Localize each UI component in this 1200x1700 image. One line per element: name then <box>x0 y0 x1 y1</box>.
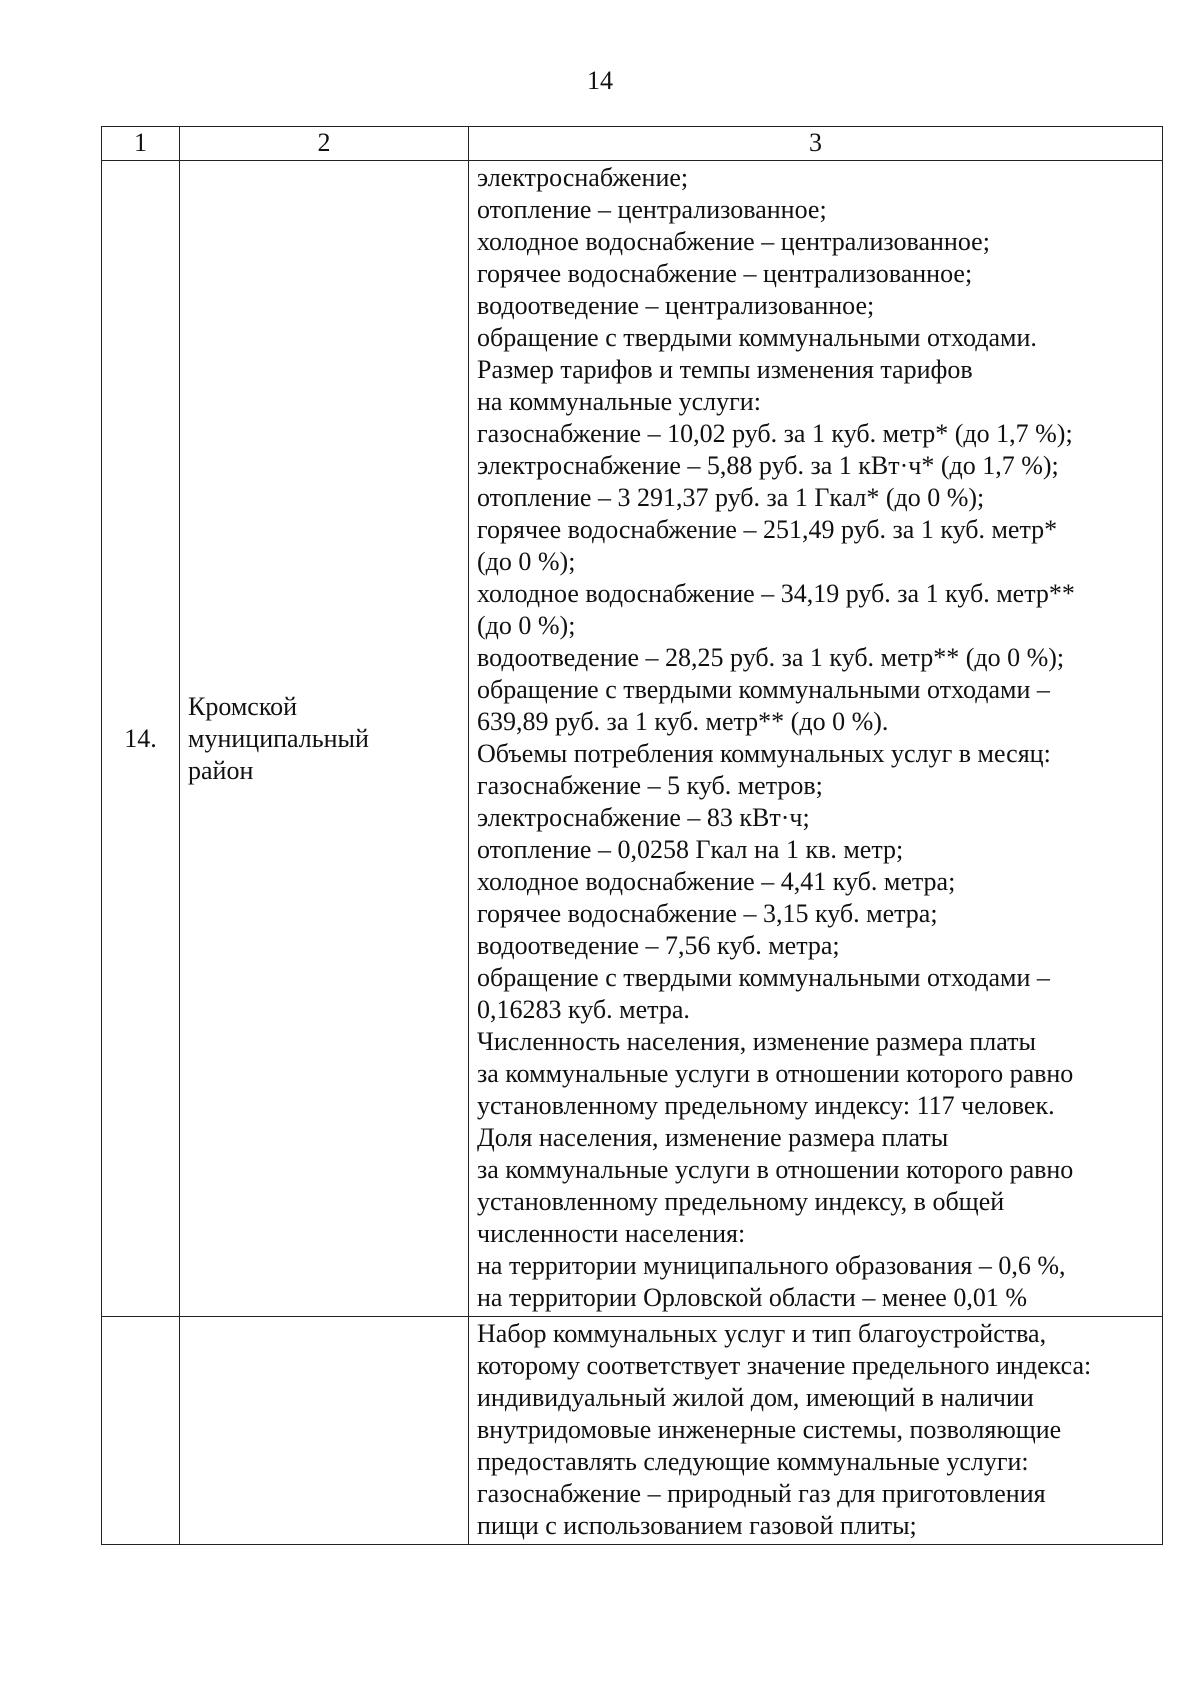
table-row <box>102 161 1163 1317</box>
content-line: горячее водоснабжение – 3,15 куб. метра; <box>477 899 938 928</box>
content-line: индивидуальный жилой дом, имеющий в наличии <box>477 1383 1034 1412</box>
content-line: отопление – 0,0258 Гкал на 1 кв. метр; <box>477 835 904 864</box>
district-name-line: Кромской <box>188 691 298 721</box>
content-line: горячее водоснабжение – централизованное; <box>477 259 973 288</box>
content-line: газоснабжение – 10,02 руб. за 1 куб. метр* (до 1,7 %); <box>477 419 1073 448</box>
column-header-1: 1 <box>102 127 180 161</box>
content-line: холодное водоснабжение – 4,41 куб. метра; <box>477 867 956 896</box>
district-name-line: муниципальный <box>188 723 369 753</box>
content-line: обращение с твердыми коммунальными отходами. <box>477 323 1037 352</box>
content-line: газоснабжение – 5 куб. метров; <box>477 771 823 800</box>
content-line: обращение с твердыми коммунальными отходами – <box>477 675 1050 704</box>
services-description-cell <box>469 161 1163 1317</box>
content-line: газоснабжение – природный газ для приготовления <box>477 1479 1046 1508</box>
content-line: установленному предельному индексу: 117 человек. <box>477 1091 1055 1120</box>
content-line: пищи с использованием газовой плиты; <box>477 1511 917 1540</box>
content-line: обращение с твердыми коммунальными отходами – <box>477 963 1050 992</box>
content-line: электроснабжение – 83 кВт·ч; <box>477 803 810 832</box>
district-name-cell <box>180 1317 469 1545</box>
content-line: численности населения: <box>477 1219 746 1248</box>
row-number: 14. <box>102 161 180 1317</box>
content-line: внутридомовые инженерные системы, позволяющие <box>477 1415 1062 1444</box>
content-line: горячее водоснабжение – 251,49 руб. за 1 куб. метр* <box>477 515 1058 544</box>
content-line: отопление – централизованное; <box>477 195 827 224</box>
district-name-line: район <box>188 755 254 785</box>
content-line: Набор коммунальных услуг и тип благоустройства, <box>477 1319 1047 1348</box>
content-line: установленному предельному индексу, в общей <box>477 1187 1005 1216</box>
content-line: которому соответствует значение предельного индекса: <box>477 1351 1092 1380</box>
content-line: электроснабжение; <box>477 163 689 192</box>
content-line: на территории муниципального образования – 0,6 %, <box>477 1251 1066 1280</box>
table-header-row <box>102 127 1163 161</box>
content-line: предоставлять следующие коммунальные услуги: <box>477 1447 1029 1476</box>
content-line: Размер тарифов и темпы изменения тарифов <box>477 355 973 384</box>
content-line: отопление – 3 291,37 руб. за 1 Гкал* (до 0 %); <box>477 483 985 512</box>
content-line: 639,89 руб. за 1 куб. метр** (до 0 %). <box>477 707 889 736</box>
column-header-2: 2 <box>180 127 469 161</box>
content-line: Доля населения, изменение размера платы <box>477 1123 949 1152</box>
district-name-cell <box>180 161 469 1317</box>
content-line: за коммунальные услуги в отношении которого равно <box>477 1155 1074 1184</box>
content-line: на коммунальные услуги: <box>477 387 761 416</box>
content-line: водоотведение – централизованное; <box>477 291 875 320</box>
content-line: (до 0 %); <box>477 611 576 640</box>
column-header-3: 3 <box>469 127 1163 161</box>
content-line: холодное водоснабжение – 34,19 руб. за 1 куб. метр** <box>477 579 1075 608</box>
content-line: на территории Орловской области – менее 0,01 % <box>477 1283 1027 1312</box>
content-line: электроснабжение – 5,88 руб. за 1 кВт·ч* (до 1,7 %); <box>477 451 1059 480</box>
content-line: водоотведение – 7,56 куб. метра; <box>477 931 840 960</box>
document-table <box>101 126 1163 1545</box>
content-line: 0,16283 куб. метра. <box>477 995 690 1024</box>
content-line: (до 0 %); <box>477 547 576 576</box>
content-line: холодное водоснабжение – централизованное; <box>477 227 990 256</box>
row-number <box>102 1317 180 1545</box>
content-line: за коммунальные услуги в отношении которого равно <box>477 1059 1074 1088</box>
content-line: Объемы потребления коммунальных услуг в месяц: <box>477 739 1051 768</box>
page-number: 14 <box>587 66 613 95</box>
services-description-cell <box>469 1317 1163 1545</box>
table-row <box>102 1317 1163 1545</box>
content-line: Численность населения, изменение размера платы <box>477 1027 1036 1056</box>
content-line: водоотведение – 28,25 руб. за 1 куб. метр** (до 0 %); <box>477 643 1065 672</box>
